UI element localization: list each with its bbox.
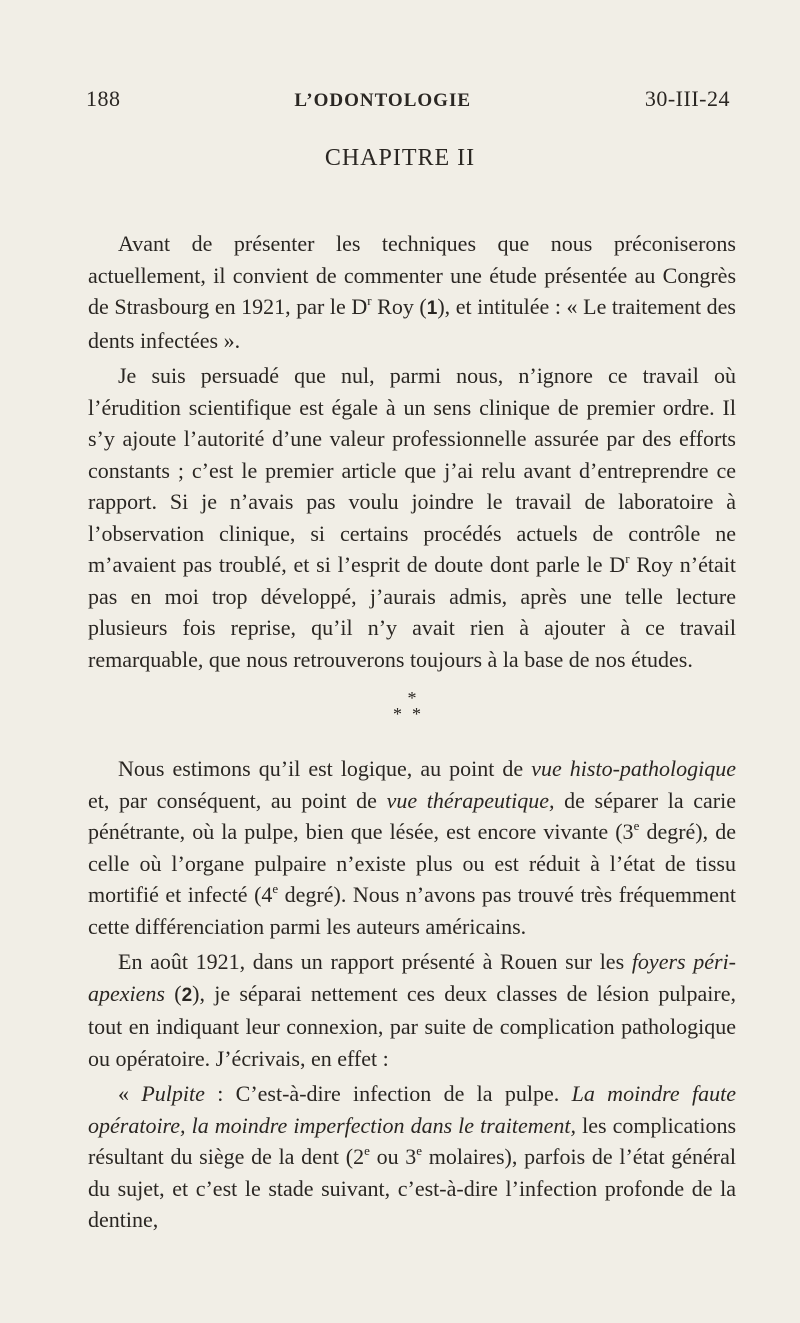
paragraph-3-text-c: de séparer la carie pénétrante, où la pulpe, bien que lésée, est encore vivante (3 bbox=[88, 787, 736, 844]
paragraph-5-italic-1: Pulpite bbox=[141, 1081, 205, 1106]
paragraph-2-text-a: Je suis persuadé que nul, parmi nous, n’ignore ce travail où l’érudition scientifique est égale à un sens clinique de premier ordre. Il s’y ajoute l’autorité d’une valeur professionnelle assurée par des efforts constants ; c’est le premier article que j’ai relu avant d’entreprendre ce rapport. Si je n’avais pas voulu joindre le travail de laboratoire à l’observation clinique, si certains procédés actuels de contrôle ne m’avaient pas troublé, et si l’esprit de doute dont parle le D bbox=[88, 363, 736, 577]
paragraph-5 bbox=[88, 1078, 736, 1236]
page-number: 188 bbox=[86, 86, 121, 111]
paragraph-4-italic-1: foyers péri-apexiens bbox=[88, 949, 737, 1006]
paragraph-5-text-c: les complications résultant du siège de la dent (2 bbox=[88, 1112, 736, 1169]
paragraph-3-text-b: et, par conséquent, au point de bbox=[88, 787, 387, 813]
paragraph-3-text-e: degré). Nous n’avons pas trouvé très fréquemment cette différenciation parmi les auteurs américains. bbox=[88, 882, 736, 939]
paragraph-3-italic-2: vue thérapeutique, bbox=[386, 787, 555, 813]
paragraph-5-sup-2: e bbox=[416, 1143, 423, 1158]
paragraph-1-text-c: ), et intitulée : « Le traitement des dents infectées ». bbox=[88, 294, 736, 353]
section-separator bbox=[88, 675, 736, 753]
paragraph-4-text-a: En août 1921, dans un rapport présenté à Rouen sur les bbox=[118, 949, 632, 974]
paragraph-5-text-a: « bbox=[118, 1081, 142, 1106]
footnote-ref-1: 1 bbox=[426, 298, 438, 319]
paragraph-5-italic-2: La moindre faute opératoire, la moindre imperfection dans le traitement, bbox=[88, 1081, 737, 1138]
paragraph-3-italic-1: vue histo-pathologique bbox=[531, 756, 737, 781]
separator-stars-bottom: ** bbox=[393, 704, 431, 724]
paragraph-1 bbox=[88, 228, 736, 356]
paragraph-4 bbox=[88, 946, 736, 1074]
chapter-title: CHAPITRE II bbox=[324, 145, 476, 171]
paragraph-1-sup: r bbox=[367, 293, 372, 308]
body-text bbox=[88, 190, 736, 1236]
paragraph-4-text-c: ), je séparai nettement ces deux classes de lésion pulpaire, tout en indiquant leur connexion, par suite de complication pathologique ou opératoire. J’écrivais, en effet : bbox=[88, 980, 737, 1071]
running-header bbox=[86, 86, 730, 112]
paragraph-1-text-a: Avant de présenter les techniques que nous préconiserons actuellement, il convient de commenter une étude présentée au Congrès de Strasbourg en 1921, par le D bbox=[88, 231, 736, 319]
separator-star-top: * bbox=[407, 688, 417, 708]
paragraph-3-text-d: degré), de celle où l’organe pulpaire n’existe plus ou est réduit à l’état de tissu mortifié et infecté (4 bbox=[88, 819, 736, 907]
footnote-ref-2: 2 bbox=[181, 984, 193, 1006]
paragraph-5-text-d: ou 3 bbox=[369, 1144, 417, 1169]
paragraph-3-sup-2: e bbox=[272, 881, 279, 896]
paragraph-5-text-b: : C’est-à-dire infection de la pulpe. bbox=[204, 1081, 572, 1106]
paragraph-2-text-b: Roy n’était pas en moi trop développé, j’aurais admis, après une telle lecture plusieurs fois reprise, qu’il n’y avait rien à ajouter à ce travail remarquable, que nous retrouverons toujours à la base de nos études. bbox=[88, 552, 737, 672]
paragraph-3-text-a: Nous estimons qu’il est logique, au point de bbox=[118, 756, 532, 781]
paragraph-2-sup: r bbox=[625, 551, 630, 566]
journal-title: L’ODONTOLOGIE bbox=[294, 90, 472, 111]
paragraph-3 bbox=[88, 753, 736, 942]
paragraph-3-sup-1: e bbox=[633, 818, 640, 833]
paragraph-2 bbox=[88, 360, 736, 675]
paragraph-5-sup-1: e bbox=[364, 1143, 370, 1158]
paragraph-5-text-e: molaires), parfois de l’état général du sujet, et c’est le stade suivant, c’est-à-dire l’infection profonde de la dentine, bbox=[88, 1144, 736, 1232]
paragraph-4-text-b: ( bbox=[164, 980, 182, 1006]
issue-date: 30-III-24 bbox=[644, 86, 730, 111]
paragraph-1-text-b: Roy ( bbox=[371, 294, 427, 319]
